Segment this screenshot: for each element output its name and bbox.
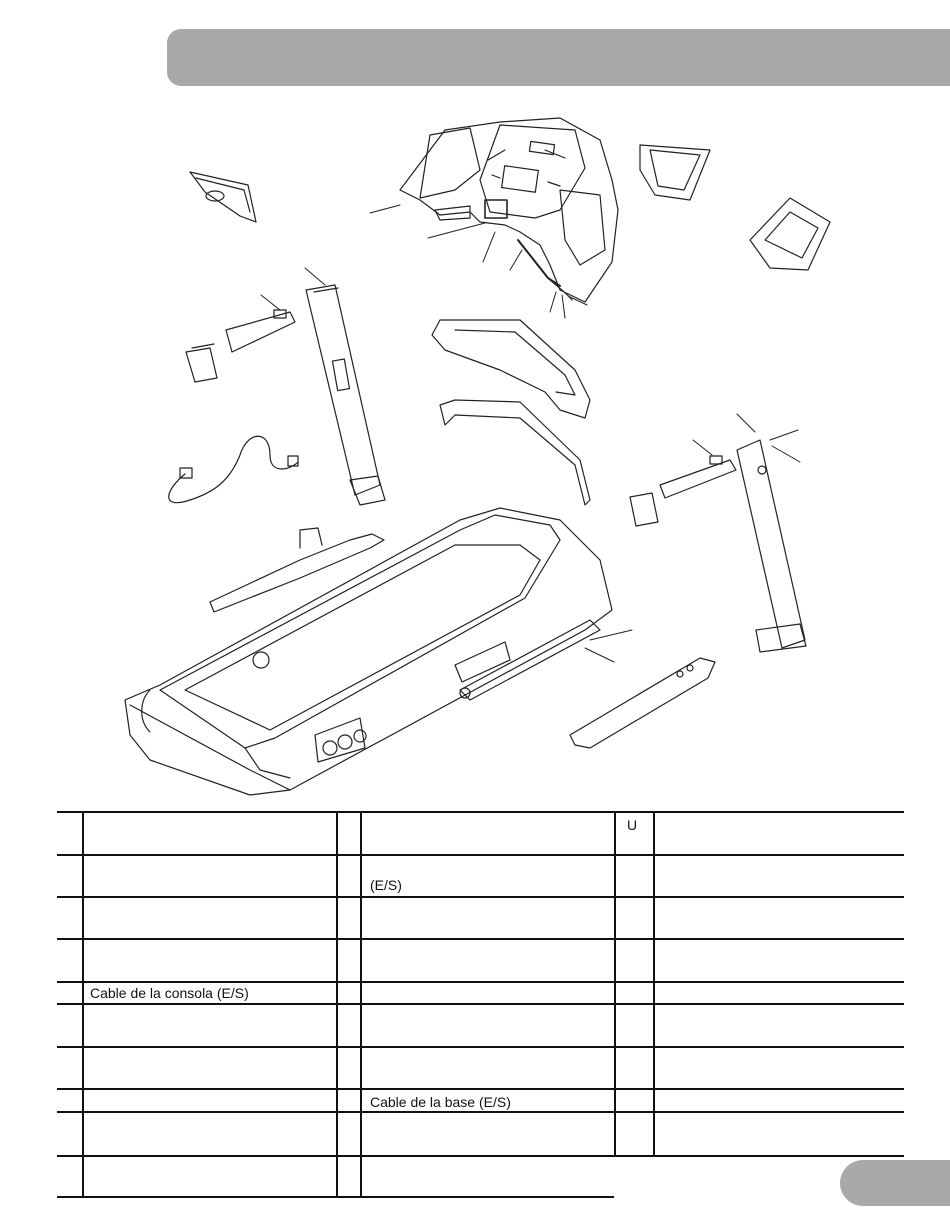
table-col-rule (360, 812, 362, 1197)
table-rule (57, 1155, 904, 1157)
table-rule (57, 981, 904, 983)
table-rule (57, 811, 904, 813)
table-cell: Cable de la consola (E/S) (90, 985, 249, 1001)
table-rule (57, 1088, 904, 1090)
table-col-rule (653, 812, 655, 1156)
page-number-tab (840, 1160, 950, 1206)
left-upright (186, 285, 385, 505)
table-rule (57, 938, 904, 940)
table-rule (57, 896, 904, 898)
table-rule (57, 1111, 904, 1113)
table-rule (57, 1046, 904, 1048)
handrail-frame (440, 400, 590, 505)
right-side-rail (570, 658, 715, 748)
table-col-rule (82, 812, 84, 1197)
table-rule (57, 1003, 904, 1005)
table-cell-key: U (627, 817, 638, 833)
water-bottle-holder (750, 198, 830, 270)
table-cell: (E/S) (370, 877, 402, 893)
table-cell: Cable de la base (E/S) (370, 1094, 511, 1110)
power-cord (169, 436, 298, 502)
console-assembly (400, 118, 618, 302)
right-upright (630, 440, 806, 652)
left-side-rail (210, 534, 384, 612)
table-rule (57, 854, 904, 856)
table-col-rule (614, 812, 616, 1156)
table-col-rule (336, 812, 338, 1197)
motor-cover-top (432, 320, 590, 418)
treadmill-deck (125, 508, 612, 795)
